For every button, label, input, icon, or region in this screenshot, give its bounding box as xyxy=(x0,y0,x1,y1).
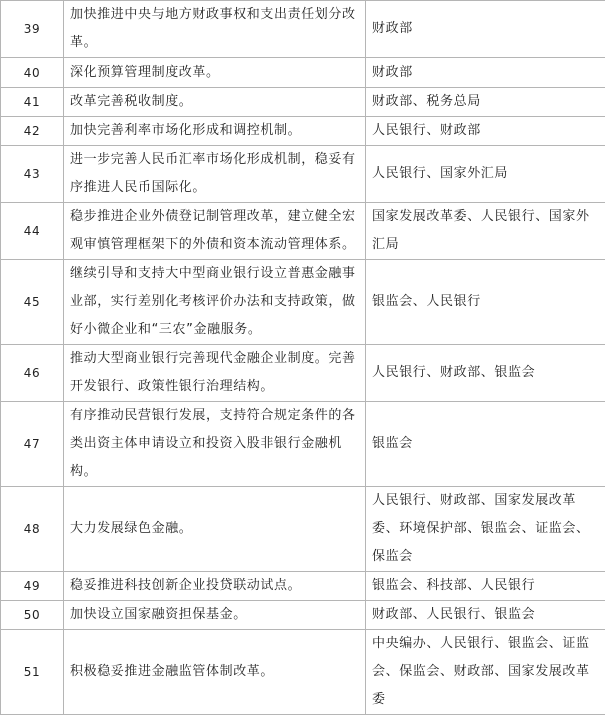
task-cell: 进一步完善人民币汇率市场化形成机制，稳妥有序推进人民币国际化。 xyxy=(64,146,366,203)
table-row xyxy=(1,630,605,715)
table-row xyxy=(1,203,605,260)
table-row xyxy=(1,58,605,88)
department-cell: 中央编办、人民银行、银监会、证监会、保监会、财政部、国家发展改革委 xyxy=(366,630,605,715)
task-cell: 积极稳妥推进金融监管体制改革。 xyxy=(64,630,366,715)
row-number: 46 xyxy=(1,345,64,402)
table-row xyxy=(1,1,605,58)
row-number: 40 xyxy=(1,58,64,88)
department-cell: 国家发展改革委、人民银行、国家外汇局 xyxy=(366,203,605,260)
department-cell: 银监会、人民银行 xyxy=(366,260,605,345)
department-cell: 人民银行、财政部、国家发展改革委、环境保护部、银监会、证监会、保监会 xyxy=(366,487,605,572)
department-cell: 人民银行、国家外汇局 xyxy=(366,146,605,203)
department-cell: 财政部、税务总局 xyxy=(366,88,605,117)
row-number: 44 xyxy=(1,203,64,260)
department-cell: 银监会、科技部、人民银行 xyxy=(366,572,605,601)
task-cell: 稳步推进企业外债登记制管理改革，建立健全宏观审慎管理框架下的外债和资本流动管理体系。 xyxy=(64,203,366,260)
task-cell: 深化预算管理制度改革。 xyxy=(64,58,366,88)
task-cell: 继续引导和支持大中型商业银行设立普惠金融事业部，实行差别化考核评价办法和支持政策，做好小微企业和“三农”金融服务。 xyxy=(64,260,366,345)
row-number: 51 xyxy=(1,630,64,715)
row-number: 45 xyxy=(1,260,64,345)
task-cell: 改革完善税收制度。 xyxy=(64,88,366,117)
table-row xyxy=(1,88,605,117)
department-cell: 人民银行、财政部、银监会 xyxy=(366,345,605,402)
task-cell: 加快推进中央与地方财政事权和支出责任划分改革。 xyxy=(64,1,366,58)
row-number: 39 xyxy=(1,1,64,58)
department-cell: 银监会 xyxy=(366,402,605,487)
row-number: 48 xyxy=(1,487,64,572)
department-cell: 财政部 xyxy=(366,58,605,88)
task-cell: 有序推动民营银行发展，支持符合规定条件的各类出资主体申请设立和投资入股非银行金融机构。 xyxy=(64,402,366,487)
table-row xyxy=(1,260,605,345)
table-row xyxy=(1,402,605,487)
task-cell: 加快完善利率市场化形成和调控机制。 xyxy=(64,117,366,146)
department-cell: 财政部 xyxy=(366,1,605,58)
row-number: 43 xyxy=(1,146,64,203)
table-row xyxy=(1,117,605,146)
task-cell: 加快设立国家融资担保基金。 xyxy=(64,601,366,630)
department-cell: 财政部、人民银行、银监会 xyxy=(366,601,605,630)
table-row xyxy=(1,146,605,203)
row-number: 49 xyxy=(1,572,64,601)
department-cell: 人民银行、财政部 xyxy=(366,117,605,146)
row-number: 41 xyxy=(1,88,64,117)
task-cell: 大力发展绿色金融。 xyxy=(64,487,366,572)
row-number: 50 xyxy=(1,601,64,630)
table-row xyxy=(1,601,605,630)
row-number: 47 xyxy=(1,402,64,487)
table-row xyxy=(1,572,605,601)
row-number: 42 xyxy=(1,117,64,146)
table-row xyxy=(1,487,605,572)
table-row xyxy=(1,345,605,402)
task-cell: 推动大型商业银行完善现代金融企业制度。完善开发银行、政策性银行治理结构。 xyxy=(64,345,366,402)
task-cell: 稳妥推进科技创新企业投贷联动试点。 xyxy=(64,572,366,601)
